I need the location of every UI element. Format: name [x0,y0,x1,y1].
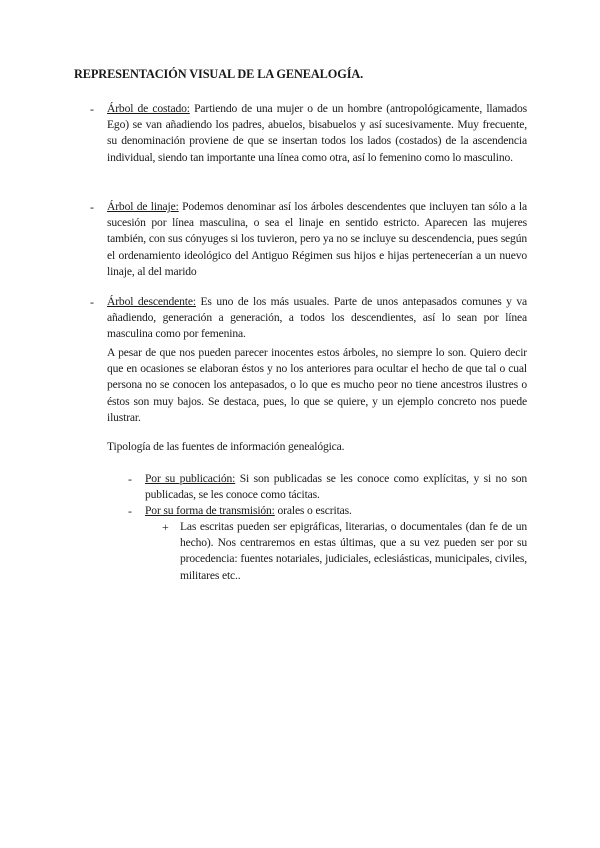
subitem-por-su-forma-de-transmision [145,503,527,519]
bullet-dash: - [90,102,94,116]
subsubitem-escritas: Las escritas pueden ser epigráficas, literarias, o documentales (dan fe de un hecho). Nos centraremos en estas últimas, que a su vez pueden ser por su procedencia: fuentes notariales, judiciales, eclesiásticas, municipales, civiles, militares etc.. [180,520,527,582]
plus-bullet: + [162,520,169,534]
section-text: Podemos denominar así los árboles descendentes que incluyen tan sólo a la sucesión por línea masculina, o sea el linaje en sentido estricto. Aparecen las mujeres también, con sus cónyuges si los tuvieron, pero ya no se incluye su descendencia, pues según el ordenamiento ideológico del Antiguo Régimen sus hijos e hijas pertenecerían a un nuevo linaje, al del marido [107,200,527,278]
section-term: Árbol descendente: [107,295,196,308]
bullet-dash: - [128,472,132,486]
section-text: Partiendo de una mujer o de un hombre (antropológicamente, llamados Ego) se van añadiendo los padres, abuelos, bisabuelos y así sucesivamente. Muy frecuente, su denominación proviene de que se insertan todos los lados (costados) de la ascendencia individual, siendo tan importante una línea como otra, así lo femenino como lo masculino. [107,102,528,164]
section-text: Es uno de los más usuales. Parte de unos antepasados comunes y va añadiendo, generación a generación, a todos los descendientes, así lo sean por línea masculina como por femenina. [107,295,528,341]
section-arbol-descendente [107,294,527,343]
subitem-text: orales o escritas. [274,504,352,517]
tipologia-heading: Tipología de las fuentes de información genealógica. [107,440,345,453]
subitem-term: Por su publicación: [145,472,236,485]
subitem-term: Por su forma de transmisión: [145,504,275,517]
section-arbol-descendente-extra: A pesar de que nos pueden parecer inocentes estos árboles, no siempre lo son. Quiero decir que en ocasiones se elaboran éstos y no los anteriores para ocultar el hecho de que tal o cual persona no se conocen los antepasados, o lo que es mucho peor no tiene ancestros ilustres o éstos son muy bajos. Se destaca, pues, lo que se quiere, y un ejemplo concreto nos puede ilustrar. [107,346,527,424]
bullet-dash: - [90,295,94,309]
subitem-text: Si son publicadas se les conoce como explícitas, y si no son publicadas, se les conoce como tácitas. [145,472,527,502]
section-arbol-de-costado [107,101,527,166]
section-term: Árbol de costado: [107,102,190,115]
bullet-dash: - [90,200,94,214]
document-title: REPRESENTACIÓN VISUAL DE LA GENEALOGÍA. [74,67,364,81]
bullet-dash: - [128,504,132,518]
subitem-por-su-publicacion [145,471,527,503]
section-arbol-de-linaje [107,199,527,280]
section-term: Árbol de linaje: [107,200,179,213]
